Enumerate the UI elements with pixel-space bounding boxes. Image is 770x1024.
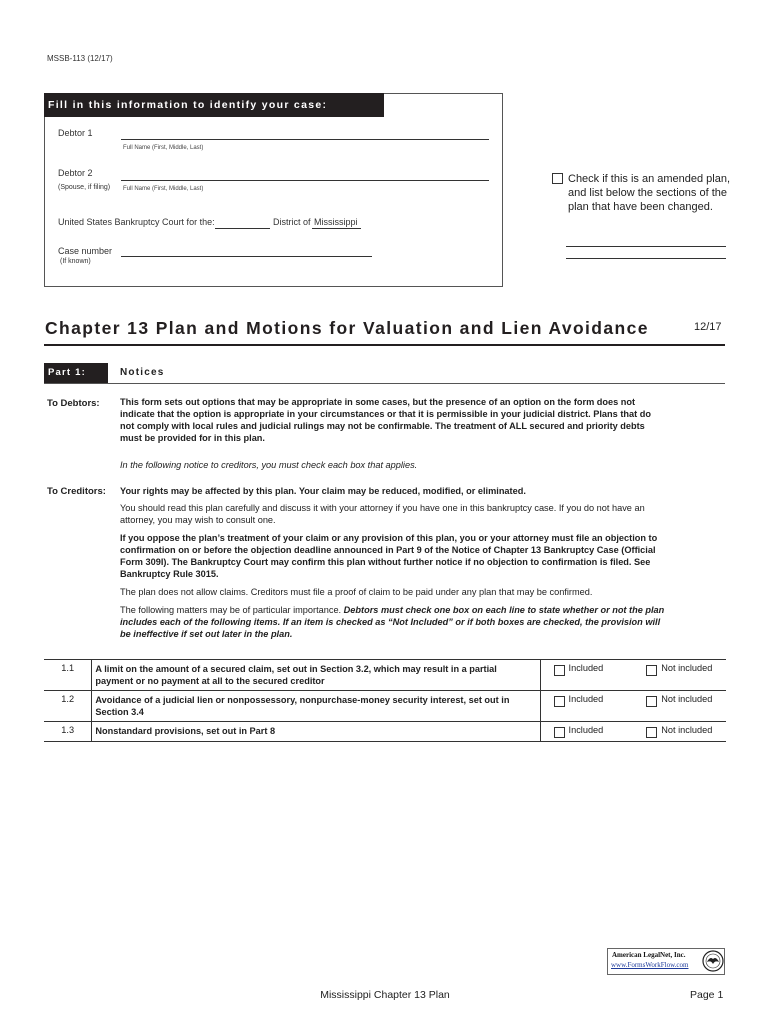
case-number-label: Case number: [58, 246, 113, 256]
part1-rule: [44, 383, 725, 384]
to-debtors-text: This form sets out options that may be appropriate in some cases, but the presence of an option on the form does not indicate that the option is appropriate in your circumstances or that it is permissible in your judicial district. Plans that do not comply with local rules and judicial rulings may not be confirmable. The treatment of ALL secured and priority debts must be provided for in this plan.: [120, 397, 651, 443]
debtor2-name-field[interactable]: [121, 180, 489, 181]
creditors-paragraph-4-lead: The following matters may be of particular importance.: [120, 605, 344, 615]
item-description: Avoidance of a judicial lien or nonpossessory, nonpurchase-money security interest, set out in Section 3.4: [92, 691, 540, 722]
creditors-paragraph-2: If you oppose the plan’s treatment of your claim or any provision of this plan, you or your attorney must file an objection to confirmation on or before the objection deadline announced in Part 9 of the Notice of Chapter 13 Bankruptcy Case (Official Form 309I). The Bankruptcy Court may confirm this plan without further notice if no objection to confirmation is filed. See Bankruptcy Rule 3015.: [120, 533, 658, 579]
form-code: MSSB-113 (12/17): [47, 54, 113, 63]
page-number: Page 1: [690, 989, 724, 1001]
item-number: 1.3: [44, 722, 92, 742]
case-info-header: Fill in this information to identify your case:: [44, 93, 384, 117]
item-number: 1.2: [44, 691, 92, 722]
debtor1-label: Debtor 1: [58, 128, 93, 138]
creditors-heading: Your rights may be affected by this plan. Your claim may be reduced, modified, or eliminated.: [120, 486, 526, 496]
item-1-2-not-included-checkbox[interactable]: [646, 696, 657, 707]
item-1-3-included-checkbox[interactable]: [554, 727, 565, 738]
debtor1-sublabel: Full Name (First, Middle, Last): [123, 145, 204, 151]
to-creditors-label: To Creditors:: [47, 486, 106, 497]
part1-tab: Part 1:: [44, 363, 108, 383]
included-label: Included: [568, 663, 604, 673]
plan-items-table: [44, 659, 726, 742]
creditors-paragraph-1: You should read this plan carefully and discuss it with your attorney if you have one in this bankruptcy case. If you do not have an attorney, you may wish to consult one.: [120, 503, 645, 525]
table-row: [44, 722, 726, 742]
not-included-label: Not included: [661, 694, 713, 704]
court-label: United States Bankruptcy Court for the:: [58, 217, 215, 227]
part1-title: Notices: [120, 367, 165, 378]
vendor-name: American LegalNet, Inc.: [612, 951, 686, 959]
district-field[interactable]: [312, 228, 361, 229]
amended-sections-line-1[interactable]: [566, 246, 726, 247]
creditors-paragraph-4-emphasis: Debtors must check one box on each line to state whether or not the plan includes each of the following items. If an item is checked as “Not Included” or if both boxes are checked, the provision will be ineffective if set out later in the plan.: [120, 605, 665, 639]
item-1-3-not-included-checkbox[interactable]: [646, 727, 657, 738]
not-included-label: Not included: [661, 725, 713, 735]
item-number: 1.1: [44, 660, 92, 691]
table-row: [44, 660, 726, 691]
case-number-field[interactable]: [121, 256, 372, 257]
form-title: Chapter 13 Plan and Motions for Valuation and Lien Avoidance: [45, 318, 649, 338]
amended-plan-label: Check if this is an amended plan, and list below the sections of the plan that have been changed.: [568, 173, 731, 213]
footer-form-name: Mississippi Chapter 13 Plan: [320, 989, 450, 1001]
item-description: A limit on the amount of a secured claim, set out in Section 3.2, which may result in a partial payment or no payment at all to the secured creditor: [92, 660, 540, 691]
item-1-1-not-included-checkbox[interactable]: [646, 665, 657, 676]
debtor1-name-field[interactable]: [121, 139, 489, 140]
table-row: [44, 691, 726, 722]
debtor2-sublabel: Full Name (First, Middle, Last): [123, 186, 204, 192]
form-version-date: 12/17: [694, 321, 722, 333]
amended-sections-line-2[interactable]: [566, 258, 726, 259]
district-label: District of: [273, 217, 311, 227]
debtor2-label: Debtor 2: [58, 168, 93, 178]
check-notice: In the following notice to creditors, you must check each box that applies.: [120, 460, 418, 470]
district-value: Mississippi: [314, 217, 358, 227]
amended-plan-checkbox[interactable]: [552, 173, 563, 184]
court-field[interactable]: [215, 228, 270, 229]
debtor2-spouse-label: (Spouse, if filing): [58, 184, 111, 191]
eagle-seal-icon: [702, 950, 724, 972]
item-1-2-included-checkbox[interactable]: [554, 696, 565, 707]
creditors-paragraph-3: The plan does not allow claims. Creditors must file a proof of claim to be paid under any plan that may be confirmed.: [120, 587, 593, 597]
vendor-link[interactable]: www.FormsWorkFlow.com: [611, 961, 689, 969]
included-label: Included: [568, 694, 604, 704]
title-rule: [44, 344, 725, 346]
item-description: Nonstandard provisions, set out in Part 8: [92, 722, 540, 742]
creditors-paragraph-4: [120, 605, 665, 641]
item-1-1-included-checkbox[interactable]: [554, 665, 565, 676]
case-info-box: [44, 93, 503, 287]
to-debtors-label: To Debtors:: [47, 398, 100, 409]
not-included-label: Not included: [661, 663, 713, 673]
case-number-sublabel: (If known): [60, 258, 91, 265]
included-label: Included: [568, 725, 604, 735]
